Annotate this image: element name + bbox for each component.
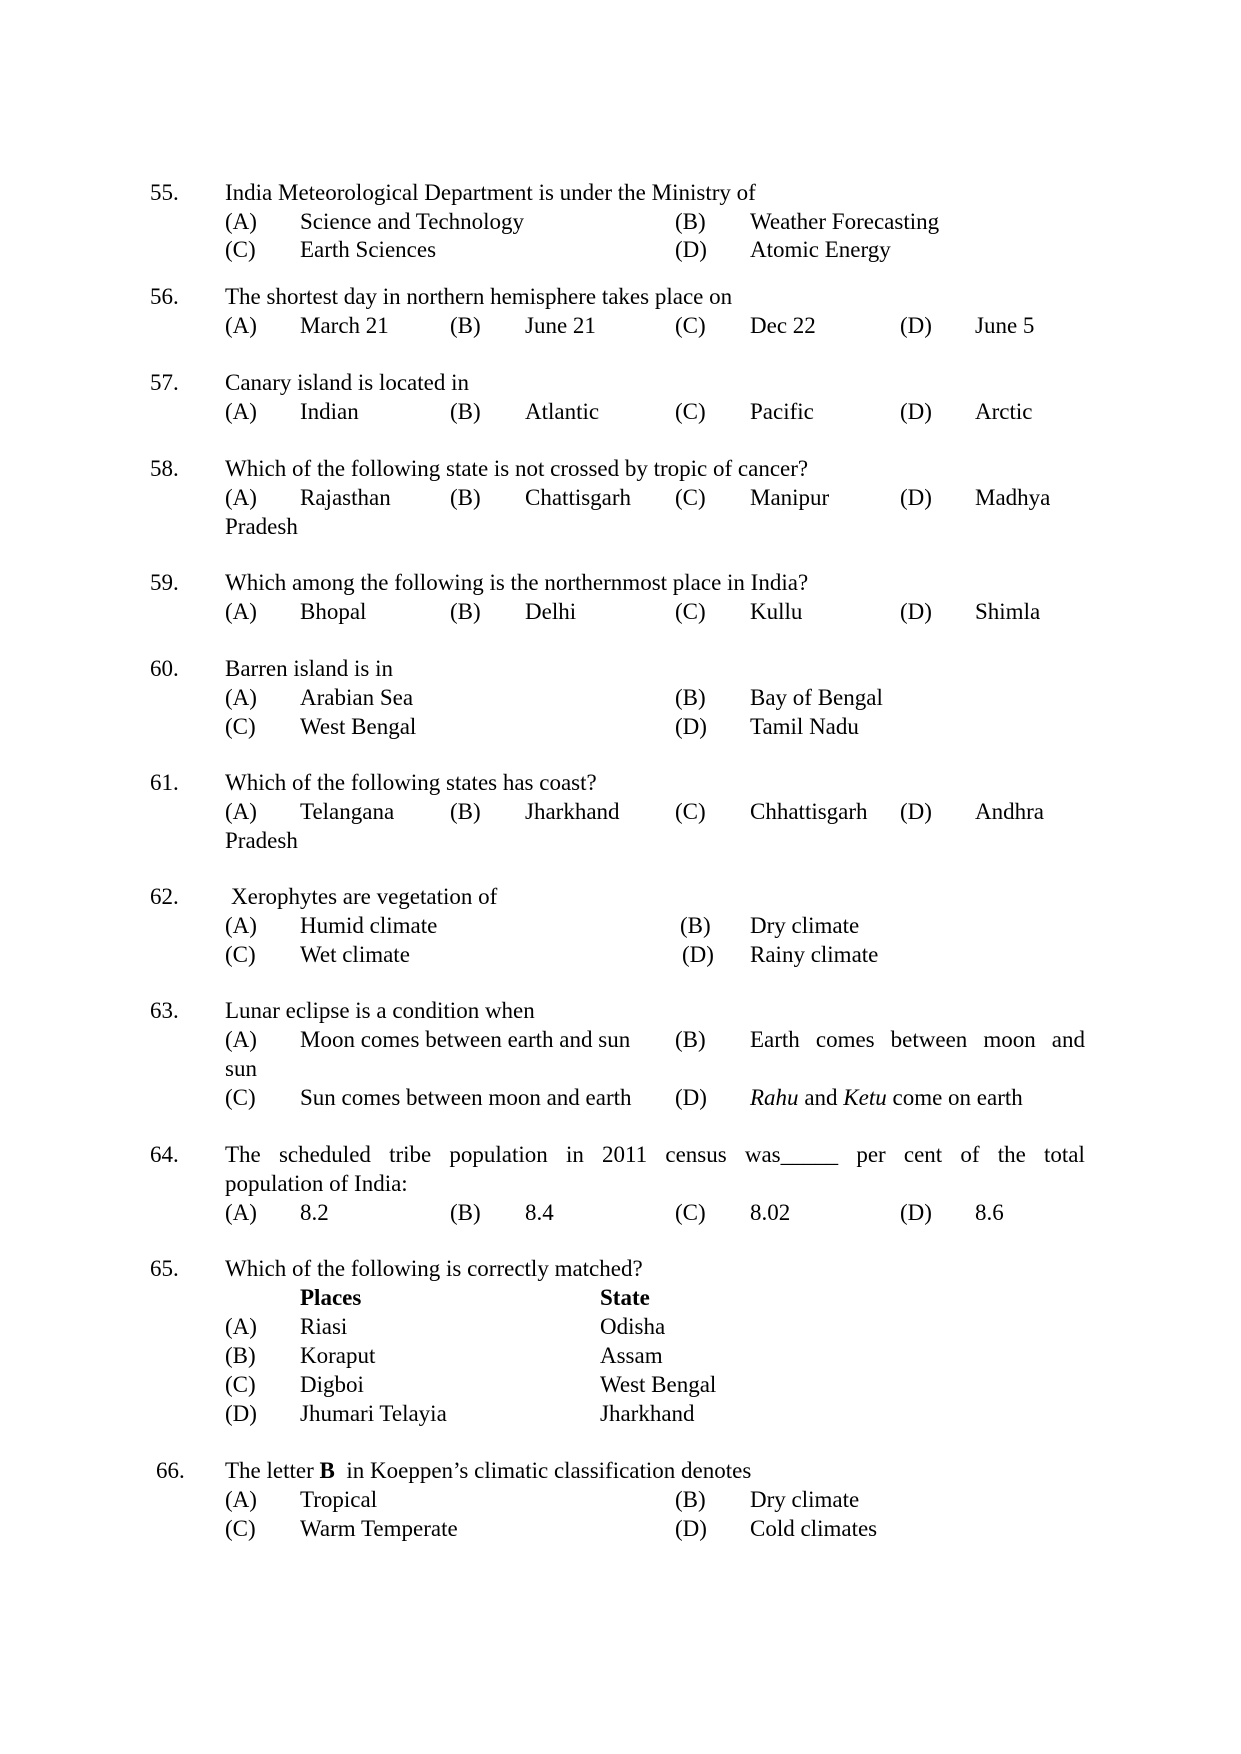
option-text: Atlantic — [525, 399, 600, 424]
match-place: Jhumari Telayia — [300, 1401, 447, 1426]
option-label: (D) — [675, 714, 707, 739]
option-label: (D) — [900, 485, 932, 510]
question-word: population — [449, 1142, 548, 1167]
option-label: (D) — [900, 599, 932, 624]
option-text: Dec 22 — [750, 313, 816, 338]
question-number: 65. — [150, 1256, 179, 1281]
option-label: (B) — [225, 1343, 256, 1368]
option-label: (C) — [225, 1372, 256, 1397]
option-label: (C) — [675, 599, 706, 624]
question-number: 57. — [150, 370, 179, 395]
question-word: census — [665, 1142, 727, 1167]
option-label: (B) — [450, 399, 481, 424]
option-label: (D) — [900, 399, 932, 424]
question-text — [225, 1142, 1085, 1168]
question-text: Which of the following state is not crossed by tropic of cancer? — [225, 456, 809, 481]
option-text: Tropical — [300, 1487, 378, 1512]
option-label: (A) — [225, 399, 257, 424]
question-word: in — [565, 1142, 584, 1167]
option-text: June 5 — [975, 313, 1035, 338]
question-number: 63. — [150, 998, 179, 1023]
question-text: Which of the following is correctly matched? — [225, 1256, 643, 1281]
question-number: 56. — [150, 284, 179, 309]
option-text: Earth Sciences — [300, 237, 437, 262]
option-label: (C) — [675, 1200, 706, 1225]
option-text: Bay of Bengal — [750, 685, 883, 710]
option-text: 8.6 — [975, 1200, 1004, 1225]
question-word: total — [1043, 1142, 1085, 1167]
option-text: Earth comes between moon and — [750, 1027, 1085, 1052]
match-state: Odisha — [600, 1314, 666, 1339]
bold-letter: B — [319, 1458, 335, 1483]
question-word: 2011 — [602, 1142, 648, 1167]
question-text: Canary island is located in — [225, 370, 469, 395]
question-word: cent — [903, 1142, 943, 1167]
option-label: (D) — [225, 1401, 257, 1426]
option-label: (C) — [675, 799, 706, 824]
option-label: (B) — [450, 485, 481, 510]
option-text: West Bengal — [300, 714, 417, 739]
option-label: (B) — [675, 1487, 706, 1512]
option-label: (B) — [450, 599, 481, 624]
option-text: Atomic Energy — [750, 237, 891, 262]
option-label: (A) — [225, 685, 257, 710]
option-text: Tamil Nadu — [750, 714, 859, 739]
option-text: Moon comes between earth and sun — [300, 1027, 631, 1052]
option-text: Shimla — [975, 599, 1041, 624]
option-text: 8.4 — [525, 1200, 554, 1225]
question-number: 61. — [150, 770, 179, 795]
question-number: 58. — [150, 456, 179, 481]
option-label: (A) — [225, 209, 257, 234]
question-text: Which of the following states has coast? — [225, 770, 597, 795]
option-label: (B) — [675, 685, 706, 710]
question-word: per — [856, 1142, 886, 1167]
question-text: Barren island is in — [225, 656, 393, 681]
option-label: (A) — [225, 1487, 257, 1512]
option-label: (A) — [225, 485, 257, 510]
option-label: (B) — [680, 913, 711, 938]
question-number: 60. — [150, 656, 179, 681]
question-number: 55. — [150, 180, 179, 205]
option-label: (D) — [675, 237, 707, 262]
option-label: (C) — [675, 399, 706, 424]
option-label: (B) — [450, 1200, 481, 1225]
match-state: West Bengal — [600, 1372, 717, 1397]
question-text: India Meteorological Department is under the Ministry of — [225, 180, 756, 205]
option-label: (A) — [225, 1314, 257, 1339]
question-word: tribe — [389, 1142, 432, 1167]
option-text: Rahu and Ketu come on earth — [750, 1085, 1023, 1110]
option-label: (A) — [225, 1200, 257, 1225]
option-label: (B) — [450, 799, 481, 824]
option-text: Cold climates — [750, 1516, 878, 1541]
option-text: Indian — [300, 399, 359, 424]
option-text-continued: Pradesh — [225, 828, 298, 853]
option-text-continued: Pradesh — [225, 514, 298, 539]
question-number: 66. — [156, 1458, 185, 1483]
option-text: Jharkhand — [525, 799, 620, 824]
option-label: (C) — [675, 313, 706, 338]
option-label: (C) — [225, 237, 256, 262]
option-text: Science and Technology — [300, 209, 525, 234]
option-text: Bhopal — [300, 599, 367, 624]
question-text: The shortest day in northern hemisphere takes place on — [225, 284, 733, 309]
question-word: The — [225, 1142, 261, 1167]
option-text: June 21 — [525, 313, 596, 338]
option-text: Dry climate — [750, 1487, 860, 1512]
option-label: (A) — [225, 1027, 257, 1052]
match-state: Jharkhand — [600, 1401, 695, 1426]
option-text: Arabian Sea — [300, 685, 414, 710]
option-text-continued: sun — [225, 1056, 257, 1081]
question-number: 64. — [150, 1142, 179, 1167]
option-label: (A) — [225, 913, 257, 938]
column-header-state: State — [600, 1285, 650, 1310]
italic-term: Ketu — [843, 1085, 887, 1110]
option-text: Manipur — [750, 485, 830, 510]
option-label: (B) — [675, 209, 706, 234]
question-word: scheduled — [278, 1142, 371, 1167]
option-label: (D) — [900, 313, 932, 338]
question-text: Lunar eclipse is a condition when — [225, 998, 535, 1023]
option-text: 8.02 — [750, 1200, 791, 1225]
option-text: Delhi — [525, 599, 577, 624]
question-text: The letter B in Koeppen’s climatic classification denotes — [225, 1458, 752, 1483]
option-label: (C) — [225, 1516, 256, 1541]
option-text: Rainy climate — [750, 942, 879, 967]
option-text: Sun comes between moon and earth — [300, 1085, 632, 1110]
option-label: (A) — [225, 313, 257, 338]
option-label: (D) — [900, 1200, 932, 1225]
question-text: Xerophytes are vegetation of — [231, 884, 498, 909]
question-word: was_____ — [744, 1142, 839, 1167]
question-word: of — [960, 1142, 980, 1167]
option-text: Telangana — [300, 799, 395, 824]
option-label: (C) — [225, 1085, 256, 1110]
option-label: (D) — [682, 942, 714, 967]
option-label: (C) — [225, 714, 256, 739]
option-text: Andhra — [975, 799, 1044, 824]
option-label: (D) — [675, 1516, 707, 1541]
option-label: (C) — [225, 942, 256, 967]
option-label: (C) — [675, 485, 706, 510]
question-number: 59. — [150, 570, 179, 595]
option-text: Warm Temperate — [300, 1516, 458, 1541]
option-label: (D) — [675, 1085, 707, 1110]
option-text: Pacific — [750, 399, 814, 424]
italic-term: Rahu — [750, 1085, 799, 1110]
option-text: Dry climate — [750, 913, 860, 938]
option-text: 8.2 — [300, 1200, 329, 1225]
option-text: Arctic — [975, 399, 1033, 424]
match-state: Assam — [600, 1343, 663, 1368]
question-word: the — [997, 1142, 1026, 1167]
question-text-continued: population of India: — [225, 1171, 408, 1196]
match-place: Koraput — [300, 1343, 376, 1368]
option-text: Weather Forecasting — [750, 209, 940, 234]
option-label: (A) — [225, 599, 257, 624]
column-header-places: Places — [300, 1285, 362, 1310]
option-text: Humid climate — [300, 913, 438, 938]
option-label: (B) — [450, 313, 481, 338]
match-place: Riasi — [300, 1314, 348, 1339]
option-text: Kullu — [750, 599, 803, 624]
option-label: (A) — [225, 799, 257, 824]
option-text: Madhya — [975, 485, 1051, 510]
option-text: Wet climate — [300, 942, 410, 967]
option-text: Chhattisgarh — [750, 799, 868, 824]
option-text: Rajasthan — [300, 485, 391, 510]
option-label: (D) — [900, 799, 932, 824]
option-text: March 21 — [300, 313, 389, 338]
question-number: 62. — [150, 884, 179, 909]
option-label: (B) — [675, 1027, 706, 1052]
match-place: Digboi — [300, 1372, 364, 1397]
question-text: Which among the following is the northernmost place in India? — [225, 570, 809, 595]
option-text: Chattisgarh — [525, 485, 632, 510]
